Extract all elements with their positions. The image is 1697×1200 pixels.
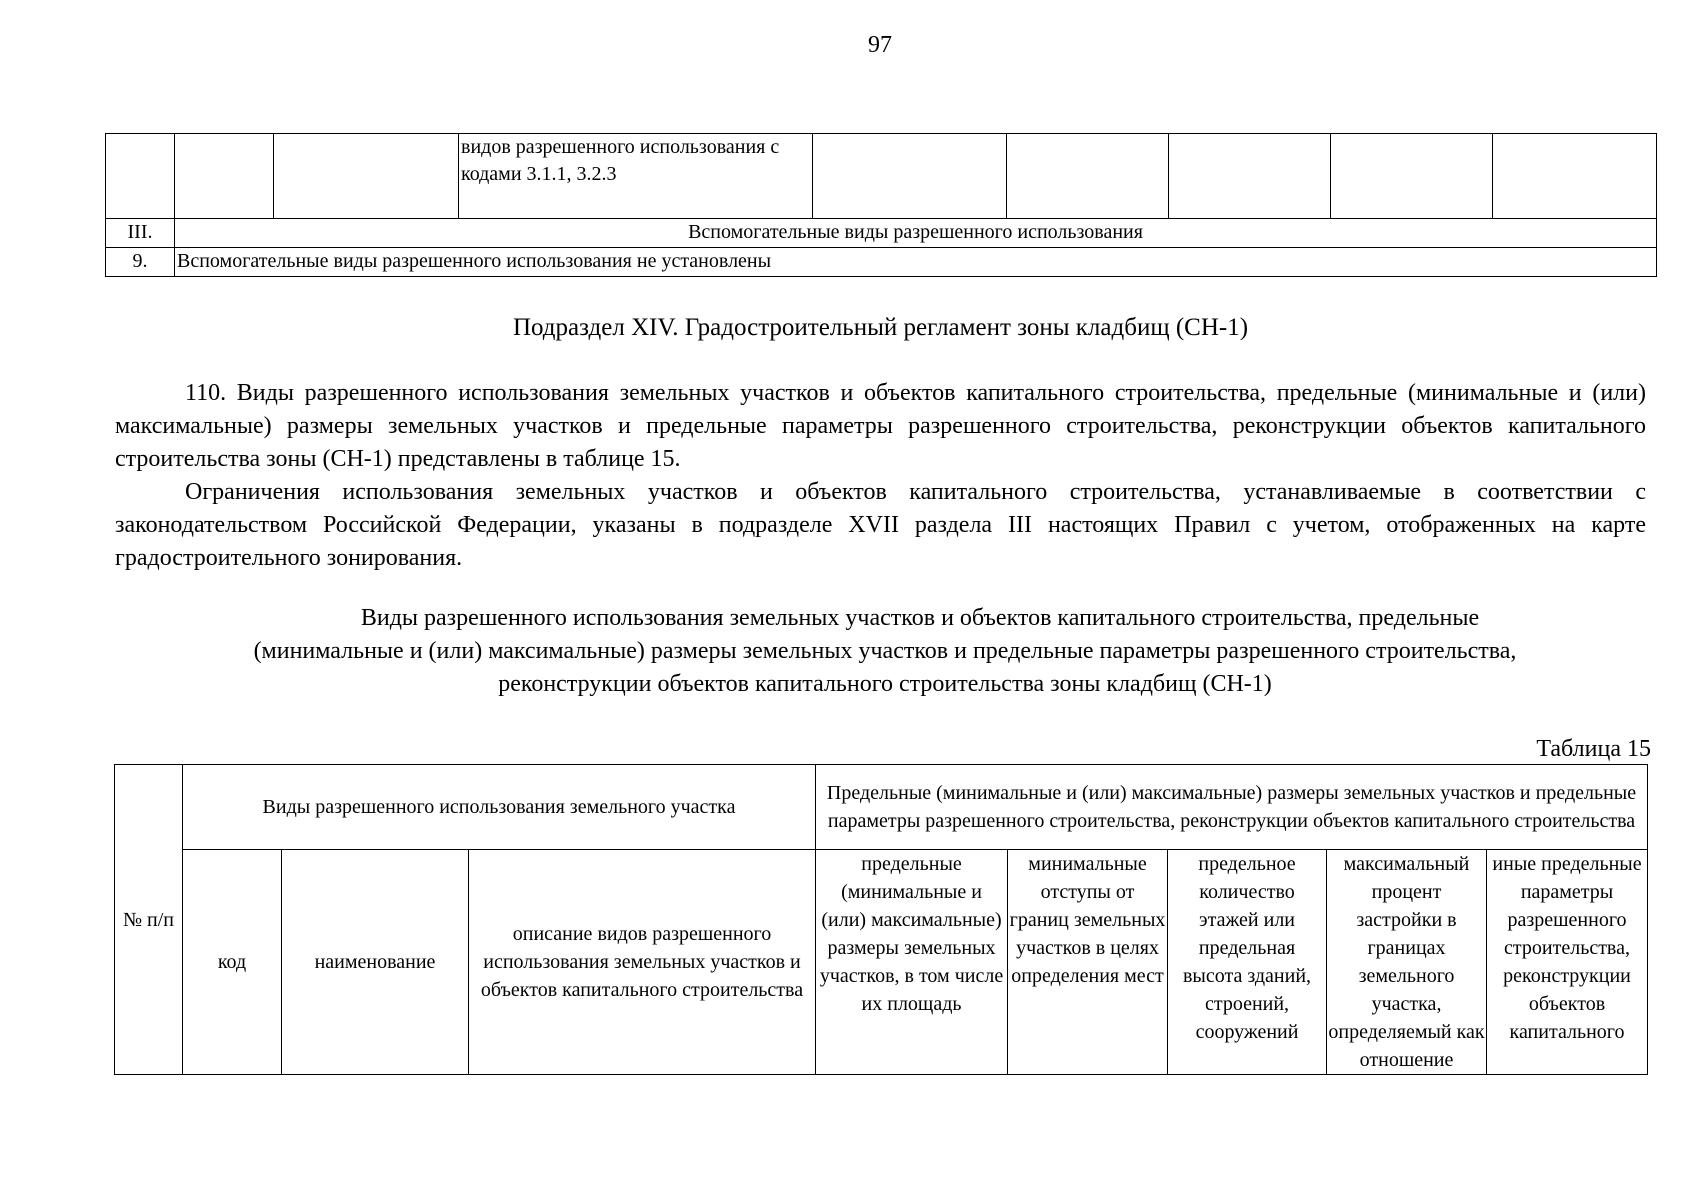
header-group-permitted-uses: Виды разрешенного использования земельного участка xyxy=(183,765,816,850)
table-row xyxy=(106,219,1657,248)
table-caption xyxy=(120,602,1650,701)
subsection-title: Подраздел XIV. Градостроительный регламент зоны кладбищ (СН-1) xyxy=(512,314,1249,341)
continued-table xyxy=(105,133,1657,277)
paragraph: Ограничения использования земельных участков и объектов капитального строительства, устанавливаемые в соответствии с законодательством Российской Федерации, указаны в подразделе XVII раздела III настоящих Правил с учетом, отображенных на карте градостроительного зонирования. xyxy=(115,479,1646,571)
header-description: описание видов разрешенного использования земельных участков и объектов капитального строительства xyxy=(469,850,816,1075)
caption-line: (минимальные и (или) максимальные) размеры земельных участков и предельные параметры разрешенного строительства, xyxy=(253,638,1517,664)
table-header-row xyxy=(115,850,1648,1075)
body-text xyxy=(115,377,1646,575)
header-name: наименование xyxy=(282,850,469,1075)
table-row xyxy=(106,134,1657,219)
cell-description: видов разрешенного использования с кодами 3.1.1, 3.2.3 xyxy=(459,134,813,219)
caption-line: реконструкции объектов капитального строительства зоны кладбищ (СН-1) xyxy=(498,671,1272,697)
paragraph: 110. Виды разрешенного использования земельных участков и объектов капитального строительства, предельные (минимальные и (или) максимальные) размеры земельных участков и предельные параметры разрешенного строительства, реконструкции объектов капитального строительства зоны (СН-1) представлены в таблице 15. xyxy=(115,380,1646,472)
header-number: № п/п xyxy=(115,765,183,1075)
header-floors: предельное количество этажей или предельная высота зданий, строений, сооружений xyxy=(1168,850,1327,1075)
caption-line: Виды разрешенного использования земельных участков и объектов капитального строительства, предельные xyxy=(360,605,1480,631)
cell-item-number: 9. xyxy=(106,248,175,277)
main-table xyxy=(114,764,1648,1075)
table-number: Таблица 15 xyxy=(1536,736,1651,762)
header-coverage: максимальный процент застройки в границах земельного участка, определяемый как отношение xyxy=(1327,850,1487,1075)
table-row xyxy=(106,248,1657,277)
page-number: 97 xyxy=(868,32,892,58)
header-other-params: иные предельные параметры разрешенного строительства, реконструкции объектов капитального xyxy=(1487,850,1648,1075)
header-code: код xyxy=(183,850,282,1075)
header-plot-size: предельные (минимальные и (или) максимальные) размеры земельных участков, в том числе их площадь xyxy=(816,850,1008,1075)
cell-section-number: III. xyxy=(106,219,175,248)
table-header-row xyxy=(115,765,1648,850)
cell-section-title: Вспомогательные виды разрешенного использования xyxy=(175,219,1657,248)
header-group-limits: Предельные (минимальные и (или) максимальные) размеры земельных участков и предельные параметры разрешенного строительства, реконструкции объектов капитального строительства xyxy=(816,765,1648,850)
header-setbacks: минимальные отступы от границ земельных участков в целях определения мест xyxy=(1008,850,1168,1075)
cell-item-text: Вспомогательные виды разрешенного использования не установлены xyxy=(175,248,1657,277)
